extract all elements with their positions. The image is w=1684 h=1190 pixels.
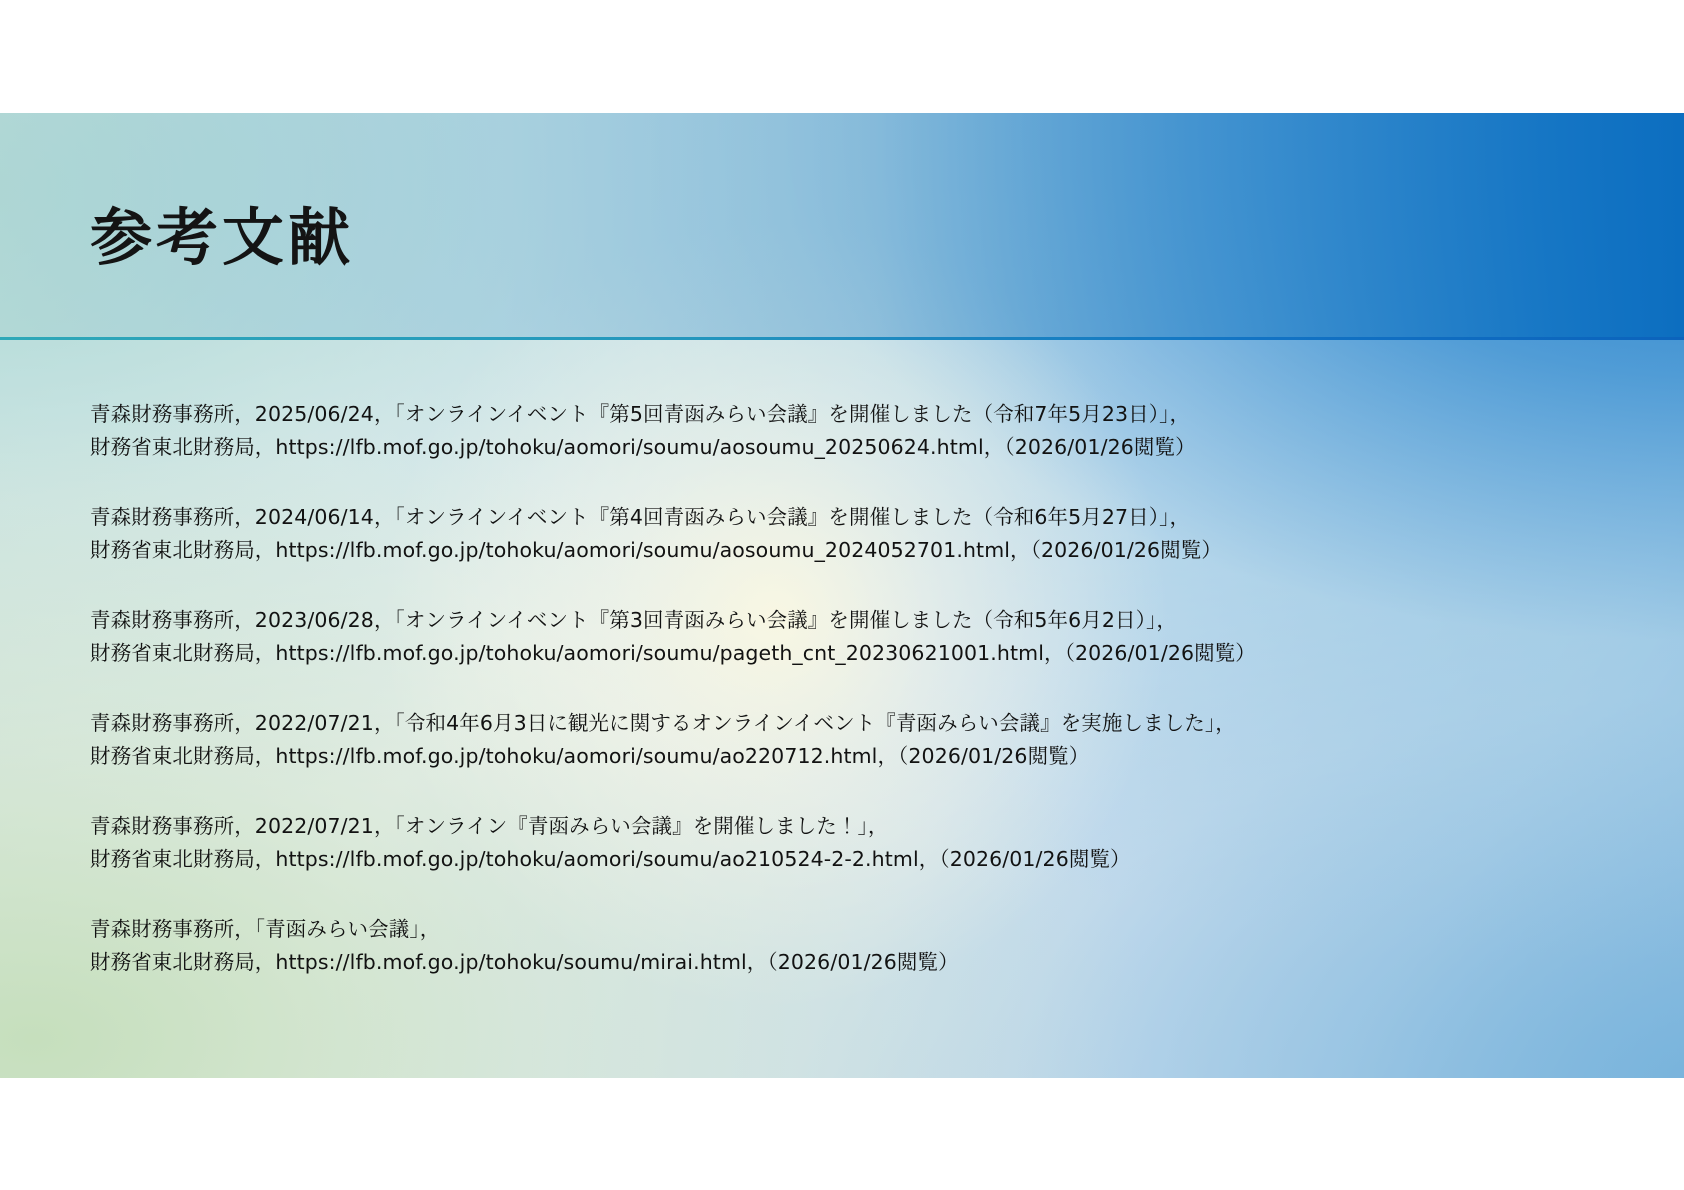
slide-canvas: [0, 113, 1684, 1078]
list-item: [90, 501, 1590, 567]
reference-line-2: 財務省東北財務局，https://lfb.mof.go.jp/tohoku/aomori/soumu/aosoumu_20250624.html，（2026/01/26閲覧）: [90, 435, 1196, 459]
reference-line-2: 財務省東北財務局，https://lfb.mof.go.jp/tohoku/soumu/mirai.html，（2026/01/26閲覧）: [90, 950, 959, 974]
title-divider-rule: [0, 337, 1684, 340]
page-title: 参考文献: [90, 201, 355, 274]
reference-line-1: 青森財務事務所，2025/06/24，「オンラインイベント『第5回青函みらい会議』を開催しました（令和7年5月23日）」，: [90, 402, 1191, 426]
reference-list: [90, 398, 1590, 1016]
reference-line-1: 青森財務事務所，2023/06/28，「オンラインイベント『第3回青函みらい会議』を開催しました（令和5年6月2日）」，: [90, 608, 1177, 632]
reference-line-1: 青森財務事務所，「青函みらい会議」，: [90, 917, 441, 941]
list-item: [90, 810, 1590, 876]
reference-line-1: 青森財務事務所，2022/07/21，「オンライン『青函みらい会議』を開催しました！」，: [90, 814, 889, 838]
reference-line-2: 財務省東北財務局，https://lfb.mof.go.jp/tohoku/aomori/soumu/aosoumu_2024052701.html，（2026/01/26閲覧）: [90, 538, 1222, 562]
reference-line-1: 青森財務事務所，2024/06/14，「オンラインイベント『第4回青函みらい会議』を開催しました（令和6年5月27日）」，: [90, 505, 1191, 529]
reference-line-2: 財務省東北財務局，https://lfb.mof.go.jp/tohoku/aomori/soumu/pageth_cnt_20230621001.html，（2026/01/26閲覧）: [90, 641, 1256, 665]
reference-line-2: 財務省東北財務局，https://lfb.mof.go.jp/tohoku/aomori/soumu/ao220712.html，（2026/01/26閲覧）: [90, 744, 1090, 768]
list-item: [90, 707, 1590, 773]
list-item: [90, 913, 1590, 979]
reference-line-1: 青森財務事務所，2022/07/21，「令和4年6月3日に観光に関するオンラインイベント『青函みらい会議』を実施しました」，: [90, 711, 1236, 735]
reference-line-2: 財務省東北財務局，https://lfb.mof.go.jp/tohoku/aomori/soumu/ao210524-2-2.html，（2026/01/26閲覧）: [90, 847, 1131, 871]
list-item: [90, 604, 1590, 670]
list-item: [90, 398, 1590, 464]
